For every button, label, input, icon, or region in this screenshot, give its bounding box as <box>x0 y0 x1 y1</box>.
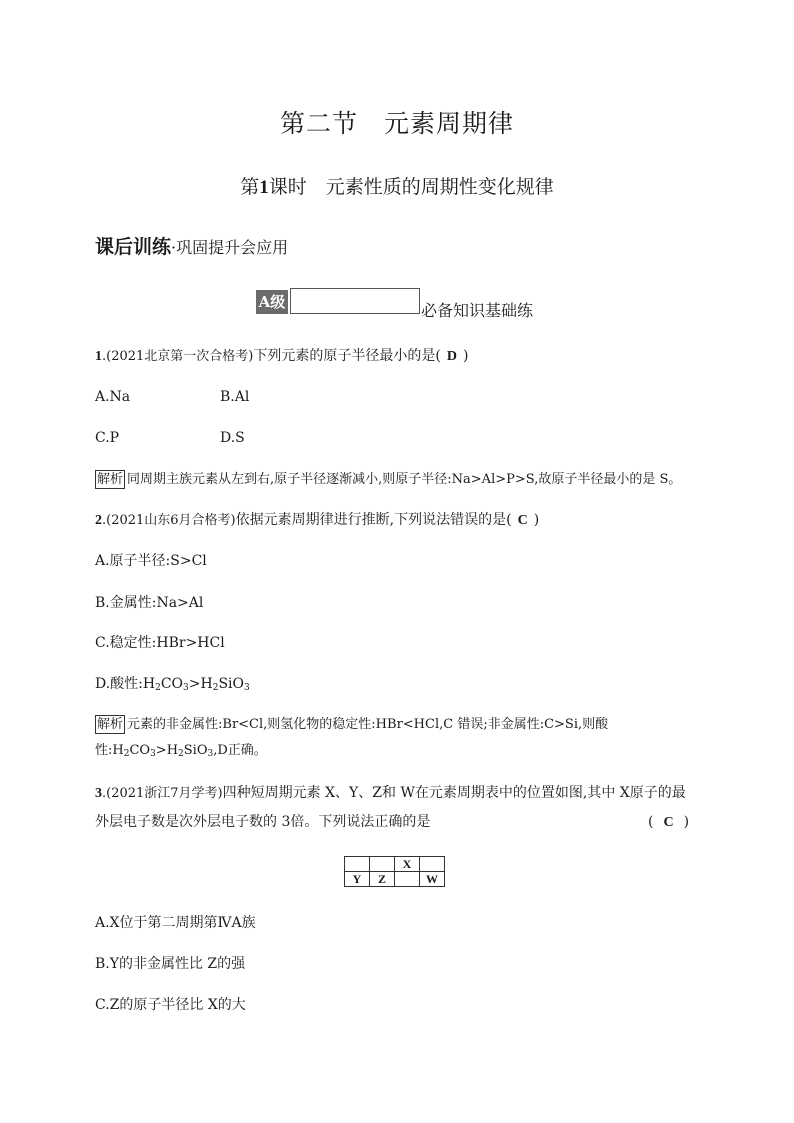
question-text-end: ) <box>462 348 469 364</box>
page-title: 第二节 元素周期律 <box>279 109 514 138</box>
explanation-text: 元素的非金属性:Br<Cl,则氢化物的稳定性:HBr<HCl,C 错误;非金属性:C>Si,则酸 <box>127 717 609 732</box>
subtitle-number: 1 <box>259 177 269 198</box>
answer-bracket: ) <box>683 814 690 830</box>
question-1-explanation <box>95 469 681 490</box>
level-badge: A级 <box>256 290 288 314</box>
option-b: B.Y的非金属性比 Z的强 <box>95 956 246 972</box>
answer: C <box>517 513 528 528</box>
table-cell: X <box>395 857 420 872</box>
table-cell: Y <box>345 872 370 887</box>
section-sub: ·巩固提升会应用 <box>171 238 289 257</box>
table-cell <box>420 857 445 872</box>
option-d-text: CO <box>160 676 184 692</box>
question-3-stem <box>95 783 686 804</box>
explanation-text: 性:H <box>95 743 124 758</box>
question-2-explanation-line2 <box>95 741 267 764</box>
option-d <box>95 674 250 698</box>
subtitle-pre: 第 <box>240 176 260 198</box>
question-number: 2 <box>95 513 102 528</box>
explanation-text: >H <box>155 743 179 758</box>
explanation-text: 同周期主族元素从左到右,原子半径逐渐减小,则原子半径:Na>Al>P>S,故原子半径最小的是 S。 <box>127 472 682 487</box>
explanation-tag: 解析 <box>97 472 124 487</box>
subscript: 3 <box>207 749 214 759</box>
table-row <box>345 857 445 872</box>
question-source: .(2021浙江7月学考) <box>102 786 223 801</box>
question-2-explanation <box>95 714 608 735</box>
option-d-text: >H <box>188 676 213 692</box>
subscript: 3 <box>150 749 156 759</box>
question-2-stem <box>95 510 539 531</box>
question-text: 依据元素周期律进行推断,下列说法错误的是( <box>235 512 512 528</box>
question-text-end: ) <box>533 512 540 528</box>
table-cell <box>370 857 395 872</box>
table-row <box>345 872 445 887</box>
explanation-tag: 解析 <box>97 717 124 732</box>
question-3-answer <box>648 812 689 833</box>
option-c: C.稳定性:HBr>HCl <box>95 635 225 651</box>
option-a: A.Na <box>95 389 131 405</box>
question-number: 1 <box>95 349 102 364</box>
question-number: 3 <box>95 786 102 801</box>
option-c: C.Z的原子半径比 X的大 <box>95 997 246 1013</box>
table-cell <box>395 872 420 887</box>
question-3-stem-line2: 外层电子数是次外层电子数的 3倍。下列说法正确的是 <box>95 814 431 830</box>
level-box <box>290 288 420 314</box>
section-main: 课后训练 <box>95 236 172 258</box>
explanation-text: ,D正确。 <box>213 743 267 758</box>
question-source: .(2021北京第一次合格考) <box>102 349 254 364</box>
subscript: 3 <box>183 683 189 693</box>
lesson-subtitle <box>0 172 794 199</box>
explanation-text: CO <box>129 743 151 758</box>
subscript: 2 <box>212 683 219 693</box>
option-c: C.P <box>95 430 120 446</box>
table-cell <box>345 857 370 872</box>
subscript: 3 <box>244 683 250 693</box>
option-a: A.原子半径:S>Cl <box>95 553 207 569</box>
subscript: 2 <box>155 683 161 693</box>
option-d: D.S <box>220 430 245 446</box>
table-cell: Z <box>370 872 395 887</box>
option-d-text: D.酸性:H <box>95 676 156 692</box>
answer-bracket: ( <box>648 814 654 830</box>
explanation-text: SiO <box>183 743 208 758</box>
answer: C <box>663 815 674 830</box>
option-b: B.Al <box>220 389 250 405</box>
level-label: 必备知识基础练 <box>421 301 534 320</box>
option-a: A.X位于第二周期第ⅣA族 <box>95 915 256 931</box>
periodic-table-fragment <box>344 856 445 887</box>
subscript: 2 <box>178 749 184 759</box>
answer: D <box>446 349 457 364</box>
question-source: .(2021山东6月合格考) <box>102 513 236 528</box>
option-b: B.金属性:Na>Al <box>95 595 204 611</box>
table-cell: W <box>420 872 445 887</box>
subtitle-post: 课时 元素性质的周期性变化规律 <box>268 176 554 198</box>
section-heading <box>95 232 288 259</box>
subscript: 2 <box>123 749 130 759</box>
option-d-text: SiO <box>218 676 245 692</box>
question-text: 下列元素的原子半径最小的是( <box>253 348 441 364</box>
question-1-stem <box>95 346 468 367</box>
question-text: 四种短周期元素 X、Y、Z和 W在元素周期表中的位置如图,其中 X原子的最 <box>222 785 686 801</box>
